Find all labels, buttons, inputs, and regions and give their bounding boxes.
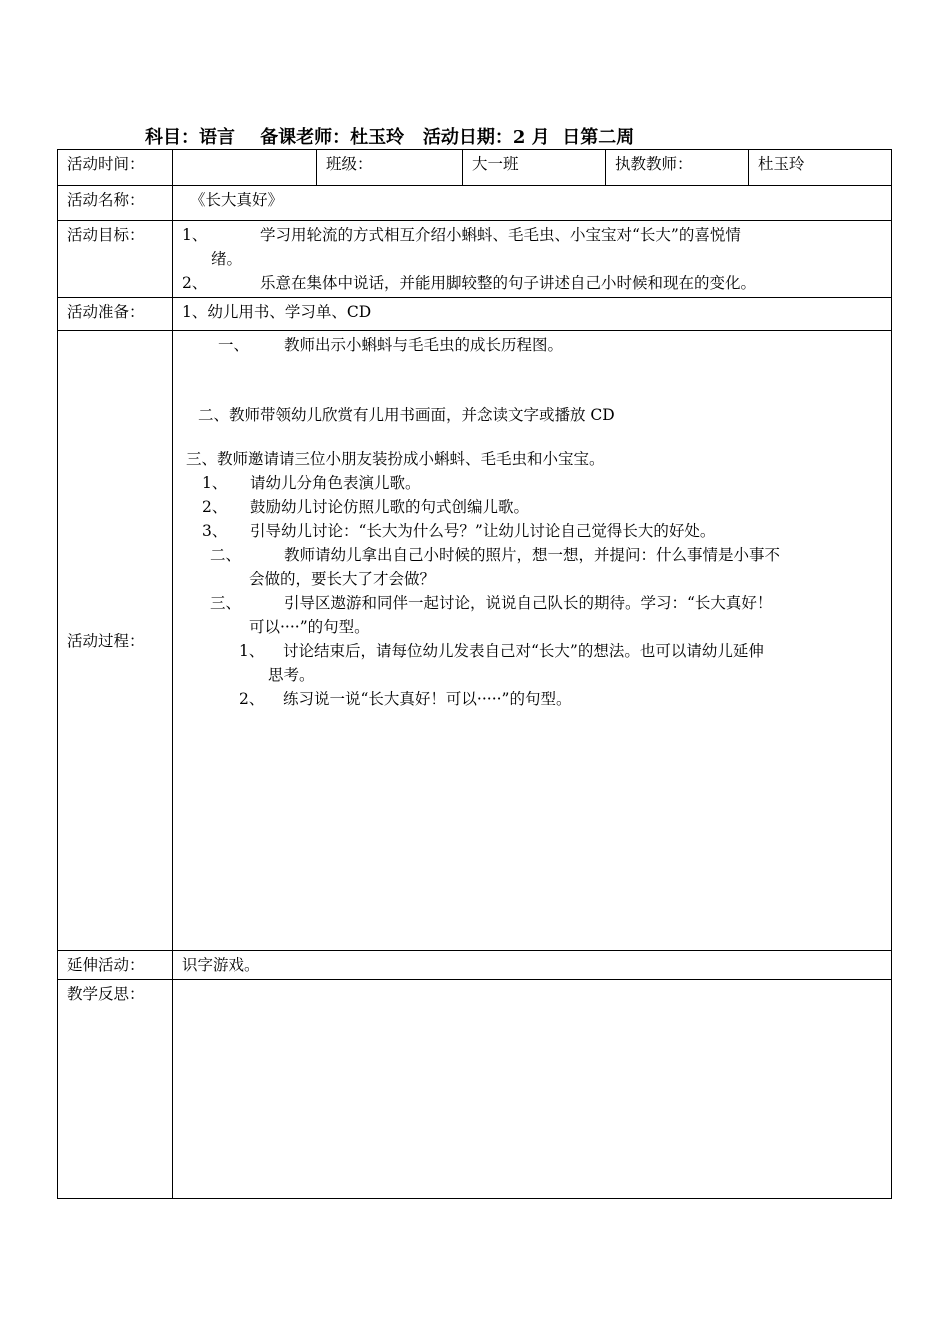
activity-name-label: 活动名称： (58, 186, 173, 221)
extension-activity-value: 识字游戏。 (173, 951, 892, 980)
activity-time-label: 活动时间： (58, 150, 173, 186)
teaching-reflection-value[interactable] (173, 980, 892, 1199)
row-activity-goals (58, 221, 892, 298)
goal-item-cont: 绪。 (211, 250, 243, 268)
activity-name-value (173, 186, 892, 221)
row-activity-prep (58, 298, 892, 331)
process-step-1: 一、 教师出示小蝌蚪与毛毛虫的成长历程图。 (218, 336, 564, 354)
activity-goals-content (173, 221, 892, 298)
teacher-value: 杜玉玲 (749, 150, 892, 186)
process-step-5-item-cont: 思考。 (268, 666, 315, 684)
process-step-3-item: 1、 请幼儿分角色表演儿歌。 (202, 474, 421, 492)
activity-process-label: 活动过程： (58, 331, 173, 951)
process-step-4: 二、 教师请幼儿拿出自己小时候的照片，想一想，并提问：什么事情是小事不 (210, 546, 781, 564)
row-extension-activity (58, 951, 892, 980)
activity-goals-label: 活动目标： (58, 221, 173, 298)
activity-time-value (173, 150, 317, 186)
row-activity-time (58, 150, 892, 186)
process-step-5: 三、 引导区遨游和同伴一起讨论，说说自己队长的期待。学习：“长大真好！ (210, 594, 773, 612)
process-step-3-item: 3、 引导幼儿讨论：“长大为什么号？”让幼儿讨论自己觉得长大的好处。 (202, 522, 716, 540)
class-value: 大一班 (463, 150, 606, 186)
teaching-reflection-label: 教学反思： (58, 980, 173, 1199)
activity-name-text: 《长大真好》 (190, 191, 284, 209)
activity-prep-value: 1、幼儿用书、学习单、CD (173, 298, 892, 331)
process-step-4-cont: 会做的，要长大了才会做？ (249, 570, 436, 588)
process-step-5-item: 1、 讨论结束后，请每位幼儿发表自己对“长大”的想法。也可以请幼儿延伸 (239, 642, 764, 660)
process-step-5-item: 2、 练习说一说“长大真好！可以·····”的句型。 (239, 690, 572, 708)
row-activity-name (58, 186, 892, 221)
activity-prep-label: 活动准备： (58, 298, 173, 331)
process-step-5-cont: 可以····”的句型。 (249, 618, 370, 636)
process-step-3: 三、教师邀请请三位小朋友装扮成小蝌蚪、毛毛虫和小宝宝。 (186, 450, 605, 468)
teacher-label: 执教教师： (606, 150, 749, 186)
row-activity-process (58, 331, 892, 951)
extension-activity-label: 延伸活动： (58, 951, 173, 980)
activity-process-content (173, 331, 892, 951)
class-label: 班级： (317, 150, 463, 186)
process-step-3-item: 2、 鼓励幼儿讨论仿照儿歌的句式创编儿歌。 (202, 498, 530, 516)
goal-item: 2、 乐意在集体中说话，并能用脚较整的句子讲述自己小时候和现在的变化。 (182, 274, 757, 292)
goal-item: 1、 学习用轮流的方式相互介绍小蝌蚪、毛毛虫、小宝宝对“长大”的喜悦情 (182, 226, 741, 244)
lesson-plan-table (57, 149, 892, 1199)
row-teaching-reflection (58, 980, 892, 1199)
process-step-2: 二、教师带领幼儿欣赏有儿用书画面，并念读文字或播放 CD (198, 406, 615, 424)
